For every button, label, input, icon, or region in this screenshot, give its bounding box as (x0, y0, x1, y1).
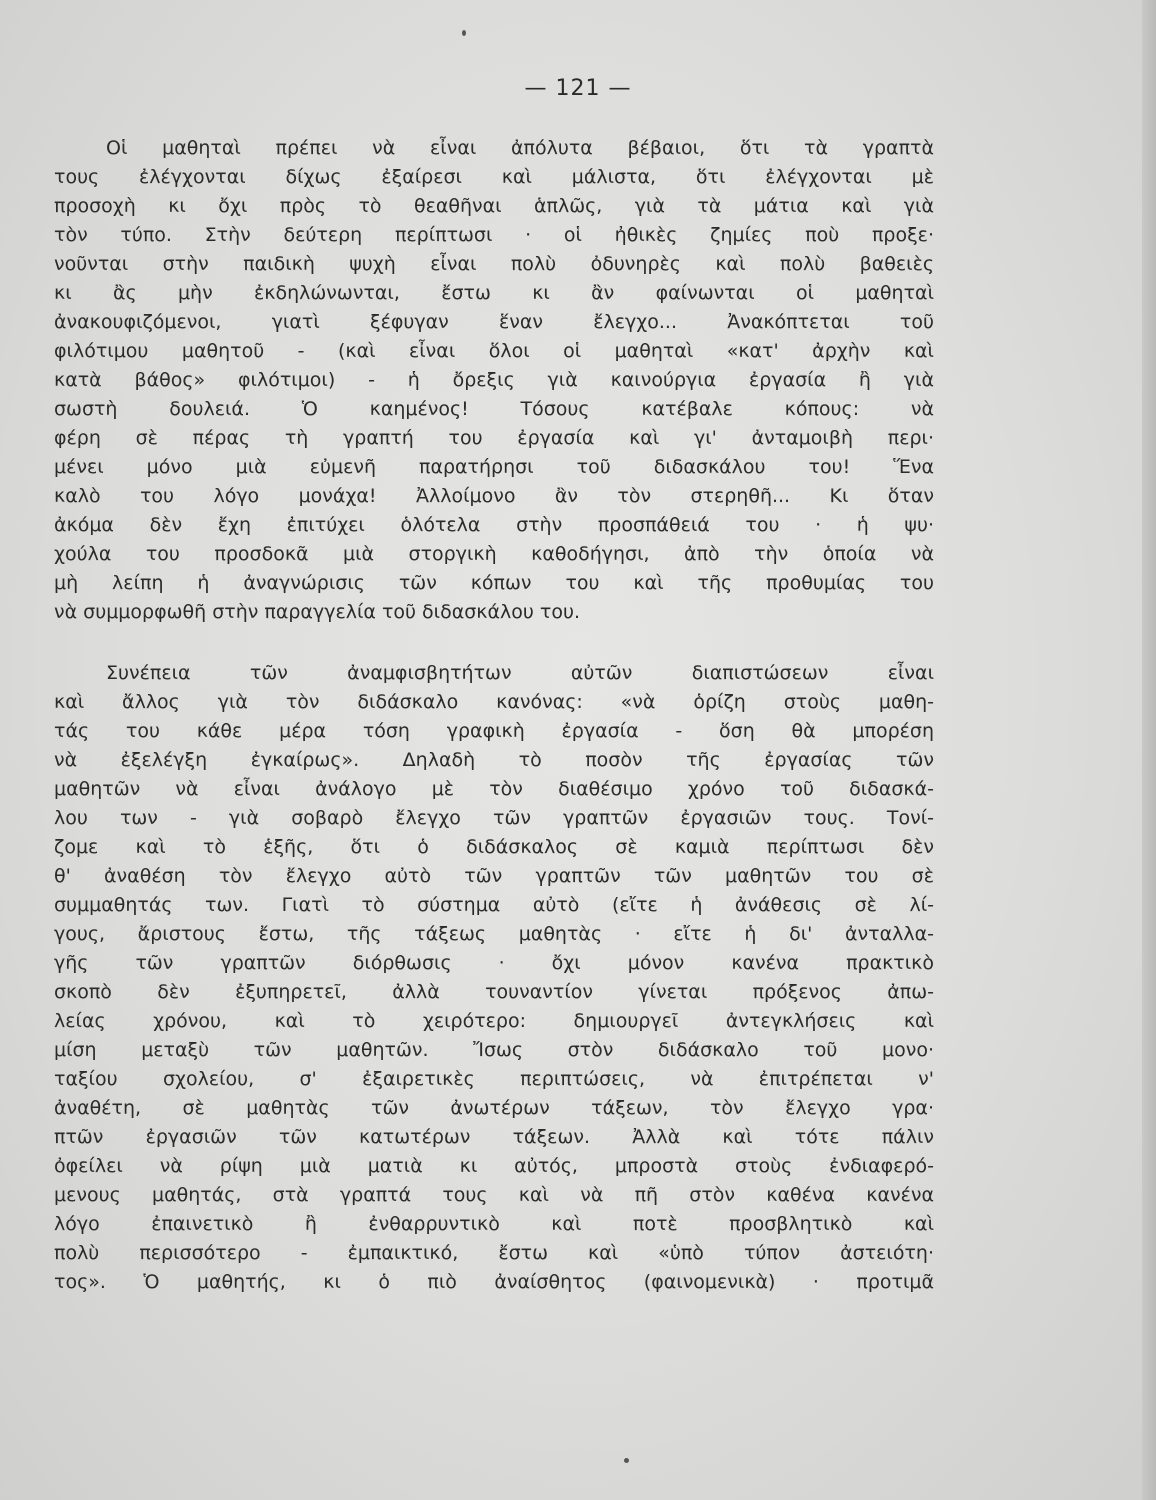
text-line: Συνέπεια τῶν ἀναμφισβητήτων αὐτῶν διαπιστώσεων εἶναι (106, 662, 934, 684)
text-line: πτῶν ἐργασιῶν τῶν κατωτέρων τάξεων. Ἀλλὰ καὶ τότε πάλιν (54, 1126, 934, 1148)
paragraph-2 (54, 659, 934, 1297)
ink-speck-bottom (624, 1458, 629, 1463)
text-line: σκοπὸ δὲν ἐξυπηρετεῖ, ἀλλὰ τουναντίον γίνεται πρόξενος ἀπω- (54, 981, 934, 1003)
text-line: μίση μεταξὺ τῶν μαθητῶν. Ἴσως στὸν διδάσκαλο τοῦ μονο· (54, 1039, 934, 1061)
text-line: νοῦνται στὴν παιδικὴ ψυχὴ εἶναι πολὺ ὀδυνηρὲς καὶ πολὺ βαθειὲς (54, 253, 934, 275)
text-line: συμμαθητάς των. Γιατὶ τὸ σύστημα αὐτὸ (εἴτε ἡ ἀνάθεσις σὲ λί- (54, 894, 934, 916)
text-line: θ' ἀναθέση τὸν ἔλεγχο αὐτὸ τῶν γραπτῶν τῶν μαθητῶν του σὲ (54, 865, 934, 887)
text-line: ἀκόμα δὲν ἔχη ἐπιτύχει ὁλότελα στὴν προσπάθειά του · ἡ ψυ· (54, 514, 934, 536)
text-line: προσοχὴ κι ὄχι πρὸς τὸ θεαθῆναι ἁπλῶς, γιὰ τὰ μάτια καὶ γιὰ (54, 195, 934, 217)
page-number: — 121 — (524, 76, 632, 101)
text-line: τους ἐλέγχονται δίχως ἐξαίρεσι καὶ μάλιστα, ὅτι ἐλέγχονται μὲ (54, 166, 934, 188)
text-line: πολὺ περισσότερο - ἐμπαικτικό, ἔστω καὶ «ὑπὸ τύπον ἀστειότη· (54, 1242, 934, 1264)
text-line: γῆς τῶν γραπτῶν διόρθωσις · ὄχι μόνον κανένα πρακτικὸ (54, 952, 934, 974)
text-line: λου των - γιὰ σοβαρὸ ἔλεγχο τῶν γραπτῶν ἐργασιῶν τους. Τονί- (54, 807, 934, 829)
text-line: καλὸ του λόγο μονάχα! Ἀλλοίμονο ἂν τὸν στερηθῆ... Κι ὅταν (54, 485, 934, 507)
page-edge-shadow (1142, 0, 1156, 1500)
text-line: γους, ἄριστους ἔστω, τῆς τάξεως μαθητὰς · εἴτε ἡ δι' ἀνταλλα- (54, 923, 934, 945)
text-line: τάς του κάθε μέρα τόση γραφικὴ ἐργασία - ὅση θὰ μπορέση (54, 720, 934, 742)
text-line: μενους μαθητάς, στὰ γραπτά τους καὶ νὰ πῆ στὸν καθένα κανένα (54, 1184, 934, 1206)
text-line: νὰ συμμορφωθῆ στὴν παραγγελία τοῦ διδασκάλου του. (54, 601, 581, 623)
ink-speck-top (462, 30, 466, 36)
text-line: νὰ ἐξελέγξη ἐγκαίρως». Δηλαδὴ τὸ ποσὸν τῆς ἐργασίας τῶν (54, 749, 934, 771)
text-line: ὀφείλει νὰ ρίψη μιὰ ματιὰ κι αὐτός, μπροστὰ στοὺς ἐνδιαφερό- (54, 1155, 934, 1177)
text-line: κι ἂς μὴν ἐκδηλώνωνται, ἔστω κι ἂν φαίνωνται οἱ μαθηταὶ (54, 282, 934, 304)
paragraph-1 (54, 134, 934, 627)
text-line: μὴ λείπη ἡ ἀναγνώρισις τῶν κόπων του καὶ τῆς προθυμίας του (54, 572, 934, 594)
text-line: ταξίου σχολείου, σ' ἐξαιρετικὲς περιπτώσεις, νὰ ἐπιτρέπεται ν' (54, 1068, 934, 1090)
text-line: σωστὴ δουλειά. Ὁ καημένος! Τόσους κατέβαλε κόπους: νὰ (54, 398, 934, 420)
text-line: μένει μόνο μιὰ εὐμενῆ παρατήρησι τοῦ διδασκάλου του! Ἕνα (54, 456, 934, 478)
text-line: φέρη σὲ πέρας τὴ γραπτή του ἐργασία καὶ γι' ἀνταμοιβὴ περι· (54, 427, 934, 449)
text-line: ἀνακουφιζόμενοι, γιατὶ ξέφυγαν ἕναν ἔλεγχο... Ἀνακόπτεται τοῦ (54, 311, 934, 333)
text-line: τος». Ὁ μαθητής, κι ὁ πιὸ ἀναίσθητος (φαινομενικὰ) · προτιμᾶ (54, 1271, 934, 1293)
text-line: λόγο ἐπαινετικὸ ἢ ἐνθαρρυντικὸ καὶ ποτὲ προσβλητικὸ καὶ (54, 1213, 934, 1235)
text-line: ζομε καὶ τὸ ἑξῆς, ὅτι ὁ διδάσκαλος σὲ καμιὰ περίπτωσι δὲν (54, 836, 934, 858)
text-line: φιλότιμου μαθητοῦ - (καὶ εἶναι ὅλοι οἱ μαθηταὶ «κατ' ἀρχὴν καὶ (54, 340, 934, 362)
text-line: τὸν τύπο. Στὴν δεύτερη περίπτωσι · οἱ ἠθικὲς ζημίες ποὺ προξε· (54, 224, 934, 246)
text-line: κατὰ βάθος» φιλότιμοι) - ἡ ὄρεξις γιὰ καινούργια ἐργασία ἢ γιὰ (54, 369, 934, 391)
text-line: Οἱ μαθηταὶ πρέπει νὰ εἶναι ἀπόλυτα βέβαιοι, ὅτι τὰ γραπτὰ (106, 137, 934, 159)
text-line: ἀναθέτη, σὲ μαθητὰς τῶν ἀνωτέρων τάξεων, τὸν ἔλεγχο γρα· (54, 1097, 934, 1119)
text-line: λείας χρόνου, καὶ τὸ χειρότερο: δημιουργεῖ ἀντεγκλήσεις καὶ (54, 1010, 934, 1032)
text-line: χούλα του προσδοκᾶ μιὰ στοργικὴ καθοδήγησι, ἀπὸ τὴν ὁποία νὰ (54, 543, 934, 565)
text-line: μαθητῶν νὰ εἶναι ἀνάλογο μὲ τὸν διαθέσιμο χρόνο τοῦ διδασκά- (54, 778, 934, 800)
text-line: καὶ ἄλλος γιὰ τὸν διδάσκαλο κανόνας: «νὰ ὁρίζη στοὺς μαθη- (54, 691, 934, 713)
